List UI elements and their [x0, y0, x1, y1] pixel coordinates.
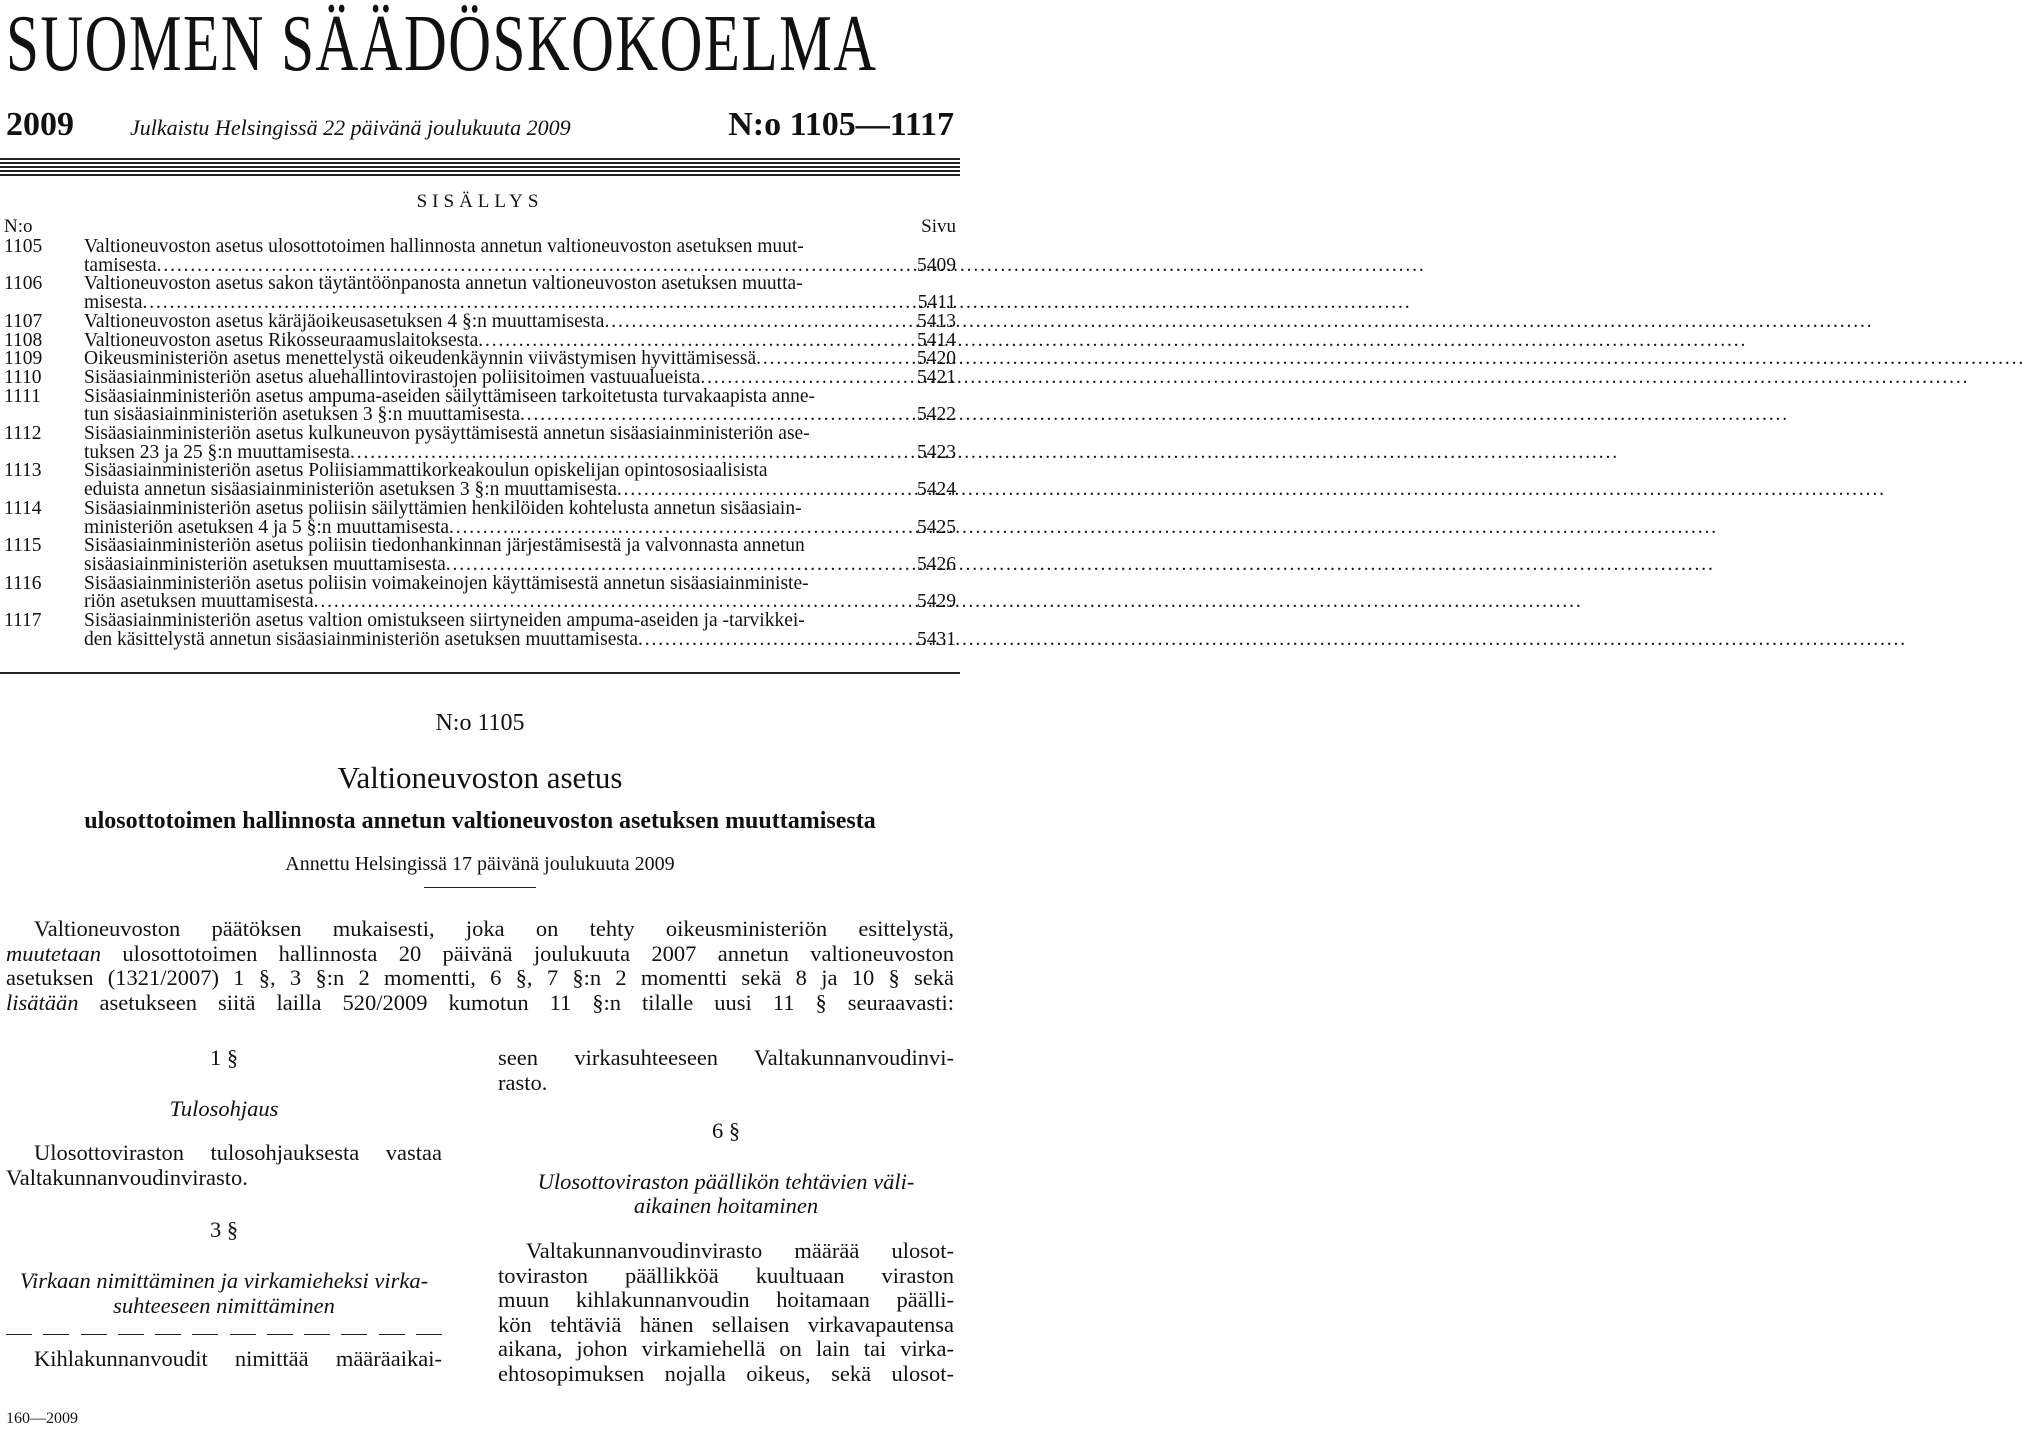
- toc-entry-page: 5420: [917, 348, 956, 370]
- toc-entry[interactable]: [4, 310, 956, 332]
- toc-entry-page: 5431: [917, 628, 956, 650]
- toc-entry-number: 1116: [4, 572, 42, 594]
- toc-column-headers: [4, 216, 956, 238]
- toc-entry-title: Valtioneuvoston asetus ulosottotoimen hallinnosta annetun valtioneuvoston asetuksen muut- tamisesta . . .: [84, 238, 884, 275]
- act-given-date: Annettu Helsingissä 17 päivänä joulukuuta 2009: [285, 853, 675, 875]
- section-text: Ulosottoviraston tulosohjauksesta vastaa: [34, 1140, 442, 1166]
- issue-line: [6, 106, 954, 150]
- section-text: Valtakunnanvoudinvirasto määrää ulosot-: [526, 1237, 954, 1263]
- act-title: ulosottotoimen hallinnosta annetun valtioneuvoston asetuksen muuttamisesta: [84, 808, 876, 834]
- toc-entry[interactable]: [4, 572, 956, 613]
- toc-entry-page: 5424: [917, 479, 956, 501]
- act-number: N:o 1105: [435, 710, 525, 736]
- toc-entry-title: Sisäasiainministeriön asetus poliisin tiedonhankinnan järjestämisestä ja valvonnasta annetun sisäasiainministeriön asetuksen muuttamisesta . . .: [84, 537, 884, 574]
- toc-entry-title: Sisäasiainministeriön asetus kulkuneuvon pysäyttämisestä annetun sisäasiainministeriön ase- tuksen 23 ja 25 §:n muuttamisesta . . .: [84, 425, 884, 462]
- masthead-rules: [0, 158, 960, 178]
- toc-entry-title: Sisäasiainministeriön asetus ampuma-aseiden säilyttämiseen tarkoitetusta turvakaapista anne- tun sisäasiainministeriön asetuksen 3 §:n muuttamisesta . . .: [84, 388, 884, 425]
- toc-entry[interactable]: [4, 462, 956, 499]
- masthead-title: SUOMEN SÄÄDÖSKOKOELMA: [6, 0, 878, 88]
- preamble-line: muutetaan ulosottotoimen hallinnosta 20 päivänä joulukuuta 2007 annetun valtioneuvoston: [6, 940, 954, 966]
- toc-entry-number: 1107: [4, 310, 43, 332]
- toc-entry-page: 5422: [917, 404, 956, 426]
- section-text: kön tehtäviä hänen sellaisen virkavapautensa: [498, 1311, 954, 1337]
- toc-entry[interactable]: [4, 275, 956, 312]
- section-title: Tulosohjaus: [169, 1095, 279, 1121]
- act-preamble: [6, 917, 954, 1015]
- toc-number-header: N:o: [4, 216, 33, 237]
- title-rule: [424, 887, 536, 888]
- leader-dots: [617, 481, 1883, 500]
- toc-entry-number: 1117: [4, 610, 42, 632]
- toc-entry-number: 1111: [4, 385, 41, 407]
- preamble-line: Valtioneuvoston päätöksen mukaisesti, joka on tehty oikeusministeriön esittelystä,: [34, 916, 954, 941]
- table-of-contents: [4, 238, 956, 649]
- toc-entry-title: Oikeusministeriön asetus menettelystä oikeudenkäynnin viivästymisen hyvittämisessä . . .: [84, 350, 884, 369]
- toc-entry-number: 1108: [4, 329, 43, 351]
- toc-entry[interactable]: [4, 612, 956, 649]
- toc-entry-number: 1105: [4, 236, 43, 257]
- toc-entry-number: 1115: [4, 535, 42, 557]
- section-divider: [0, 672, 960, 674]
- section-text: ehtosopimuksen nojalla oikeus, sekä ulosot-: [498, 1360, 954, 1386]
- leader-dots: [604, 310, 1870, 332]
- page-footer: 160—2009: [6, 1410, 78, 1427]
- section-text: toviraston päällikköä kuultuaan viraston: [498, 1262, 954, 1288]
- issue-year: 2009: [6, 106, 74, 143]
- section-text: muun kihlakunnanvoudin hoitamaan päälli-: [498, 1287, 954, 1313]
- toc-entry-number: 1112: [4, 423, 42, 445]
- leader-dots: [700, 366, 1966, 388]
- section-text: Valtakunnanvoudinvirasto.: [6, 1164, 248, 1190]
- toc-entry-page: 5425: [917, 516, 956, 538]
- left-column: [6, 1046, 442, 1372]
- section-number: 3 §: [209, 1217, 239, 1243]
- toc-entry-title: Sisäasiainministeriön asetus aluehallintovirastojen poliisitoimen vastuualueista . . .: [84, 369, 884, 388]
- toc-entry-title: Sisäasiainministeriön asetus valtion omistukseen siirtyneiden ampuma-aseiden ja -tarvikkei- den käsittelystä annetun sisäasiainministeriön asetuksen muuttamisesta . . .: [84, 612, 884, 649]
- toc-entry-page: 5409: [917, 254, 956, 276]
- section-number: 1 §: [209, 1045, 239, 1070]
- section-text: rasto.: [498, 1069, 548, 1095]
- toc-entry-page: 5413: [917, 310, 956, 332]
- toc-entry-page: 5426: [917, 553, 956, 575]
- toc-entry-page: 5414: [917, 329, 956, 351]
- toc-entry-number: 1109: [4, 348, 43, 370]
- leader-dots: [638, 628, 1904, 650]
- toc-entry[interactable]: [4, 366, 956, 388]
- toc-entry[interactable]: [4, 385, 956, 426]
- toc-entry-title: Valtioneuvoston asetus Rikosseuraamuslaitoksesta . . .: [84, 332, 884, 351]
- preamble-line: asetuksen (1321/2007) 1 §, 3 §:n 2 momentti, 6 §, 7 §:n 2 momentti sekä 8 ja 10 § sekä: [6, 965, 954, 991]
- section-text: aikana, johon virkamiehellä on lain tai virka-: [498, 1336, 954, 1362]
- toc-entry-number: 1110: [4, 366, 42, 388]
- toc-entry-number: 1106: [4, 273, 43, 295]
- toc-entry-title: Sisäasiainministeriön asetus poliisin voimakeinojen käyttämisestä annetun sisäasiainministe- riön asetuksen muuttamisesta . . .: [84, 575, 884, 612]
- toc-entry-title: Sisäasiainministeriön asetus poliisin säilyttämien henkilöiden kohtelusta annetun sisäasiain- ministeriön asetuksen 4 ja 5 §:n muuttamisesta . . .: [84, 500, 884, 537]
- toc-entry-number: 1113: [4, 460, 42, 482]
- toc-entry[interactable]: [4, 238, 956, 275]
- toc-entry-number: 1114: [4, 497, 42, 519]
- toc-entry-title: Sisäasiainministeriön asetus Poliisiammattikorkeakoulun opiskelijan opintososiaalisista eduista annetun sisäasiainministeriön asetuksen 3 §:n muuttamisesta . . .: [84, 462, 884, 499]
- toc-entry-page: 5411: [917, 292, 956, 314]
- toc-entry-page: 5421: [917, 366, 956, 388]
- issue-published-date: Julkaistu Helsingissä 22 päivänä joulukuuta 2009: [130, 115, 571, 140]
- section-title: Virkaan nimittäminen ja virkamieheksi virka- suhteeseen nimittäminen: [19, 1267, 429, 1318]
- section-number: 6 §: [711, 1118, 741, 1144]
- toc-entry-page: 5423: [917, 441, 956, 463]
- act-type: Valtioneuvoston asetus: [337, 760, 623, 795]
- section-title: Ulosottoviraston päällikön tehtävien väli- aikainen hoitaminen: [537, 1168, 915, 1219]
- toc-entry[interactable]: [4, 497, 956, 538]
- leader-dots: [446, 553, 1712, 575]
- toc-entry-page: 5429: [917, 591, 956, 613]
- toc-heading: SISÄLLYS: [416, 191, 544, 212]
- toc-entry-title: Valtioneuvoston asetus sakon täytäntöönpanosta annetun valtioneuvoston asetuksen muutta- misesta . . .: [84, 275, 884, 312]
- issue-numbers: N:o 1105—1117: [728, 106, 954, 143]
- leader-dots: [143, 294, 1409, 313]
- section-text: Kihlakunnanvoudit nimittää määräaikai-: [34, 1346, 442, 1372]
- right-column: [498, 1046, 954, 1387]
- preamble-line: lisätään asetukseen siitä lailla 520/2009 kumotun 11 §:n tilalle uusi 11 § seuraavasti:: [6, 989, 954, 1015]
- section-text: seen virkasuhteeseen Valtakunnanvoudinvi-: [498, 1045, 954, 1070]
- toc-entry[interactable]: [4, 537, 956, 574]
- toc-entry[interactable]: [4, 425, 956, 462]
- toc-page-header: Sivu: [921, 216, 956, 237]
- toc-entry-title: Valtioneuvoston asetus käräjäoikeusasetuksen 4 §:n muuttamisesta . . .: [84, 313, 884, 332]
- omission-dashes: [6, 1334, 442, 1335]
